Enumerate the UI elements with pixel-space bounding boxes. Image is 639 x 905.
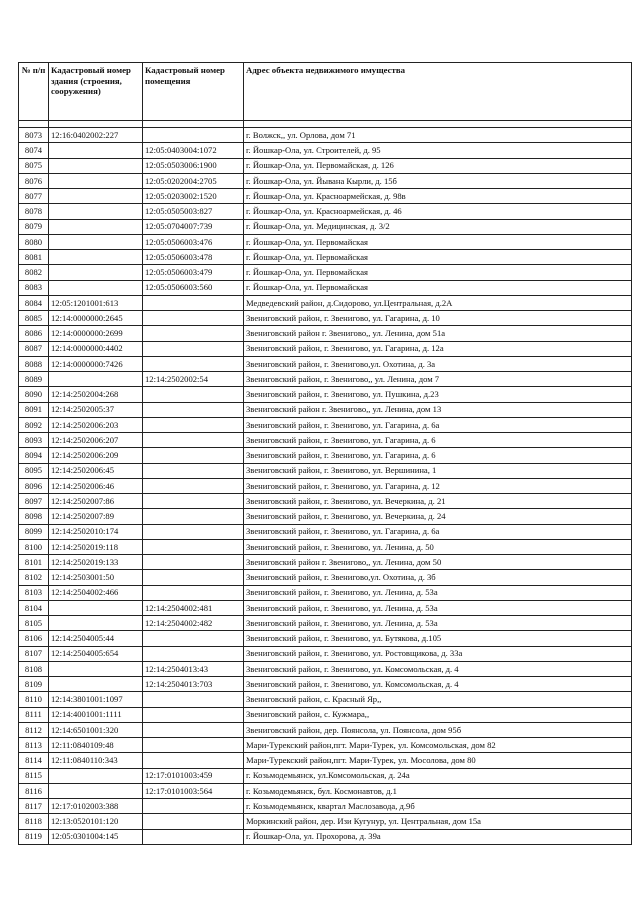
cell-room-cadastral <box>143 646 244 661</box>
cell-address: г. Козьмодемьянск, квартал Маслозавода, д.9б <box>244 799 632 814</box>
cell-num: 8090 <box>19 387 49 402</box>
cell-num: 8112 <box>19 722 49 737</box>
cell-room-cadastral <box>143 570 244 585</box>
table-row <box>19 783 632 798</box>
cell-address: Звениговский район г. Звенигово,, ул. Ленина, дом 51а <box>244 326 632 341</box>
cell-room-cadastral <box>143 829 244 844</box>
cell-building-cadastral: 12:14:3801001:1097 <box>49 692 143 707</box>
cell-building-cadastral <box>49 768 143 783</box>
header-num: № п/п <box>19 63 49 121</box>
cell-address: Звениговский район, дер. Поянсола, ул. Поянсола, дом 95б <box>244 722 632 737</box>
cell-building-cadastral <box>49 250 143 265</box>
cell-building-cadastral <box>49 234 143 249</box>
cell-building-cadastral <box>49 783 143 798</box>
table-body <box>19 121 632 845</box>
cell-building-cadastral: 12:05:0301004:145 <box>49 829 143 844</box>
cell-address: Звениговский район, г. Звенигово, ул. Ленина, д. 53а <box>244 600 632 615</box>
table-row <box>19 661 632 676</box>
cell-address: Звениговский район, г. Звенигово, ул. Гагарина, д. 6 <box>244 448 632 463</box>
cell-building-cadastral: 12:14:0000000:4402 <box>49 341 143 356</box>
header-address: Адрес объекта недвижимого имущества <box>244 63 632 121</box>
cell-room-cadastral <box>143 433 244 448</box>
cell-num: 8113 <box>19 738 49 753</box>
cell-num: 8088 <box>19 356 49 371</box>
cell-num: 8111 <box>19 707 49 722</box>
cell-room-cadastral <box>143 738 244 753</box>
cell-room-cadastral <box>143 295 244 310</box>
table-row <box>19 204 632 219</box>
cell-building-cadastral: 12:14:0000000:2699 <box>49 326 143 341</box>
spacer-cell <box>19 121 49 128</box>
cell-num: 8082 <box>19 265 49 280</box>
cell-num: 8073 <box>19 128 49 143</box>
cell-address: Звениговский район, г. Звенигово, ул. Комсомольская, д. 4 <box>244 661 632 676</box>
cell-building-cadastral <box>49 173 143 188</box>
cell-address: г. Йошкар-Ола, ул. Красноармейская, д. 98в <box>244 189 632 204</box>
cell-building-cadastral <box>49 189 143 204</box>
cell-address: Звениговский район г. Звенигово,, ул. Ленина, дом 13 <box>244 402 632 417</box>
cell-room-cadastral <box>143 387 244 402</box>
cell-room-cadastral: 12:05:0202004:2705 <box>143 173 244 188</box>
cell-num: 8102 <box>19 570 49 585</box>
cell-building-cadastral <box>49 280 143 295</box>
cell-room-cadastral: 12:14:2504002:481 <box>143 600 244 615</box>
table-header-row <box>19 63 632 121</box>
table-row <box>19 311 632 326</box>
cell-building-cadastral: 12:14:0000000:2645 <box>49 311 143 326</box>
table-row <box>19 478 632 493</box>
cell-address: г. Йошкар-Ола, ул. Первомайская <box>244 280 632 295</box>
table-row <box>19 677 632 692</box>
table-row <box>19 631 632 646</box>
cell-num: 8097 <box>19 494 49 509</box>
cell-building-cadastral <box>49 204 143 219</box>
cell-room-cadastral <box>143 448 244 463</box>
cell-room-cadastral: 12:05:0203002:1520 <box>143 189 244 204</box>
cell-room-cadastral: 12:05:0506003:560 <box>143 280 244 295</box>
cell-address: Звениговский район, г. Звенигово, ул. Ленина, д. 53а <box>244 616 632 631</box>
table-row <box>19 585 632 600</box>
cell-room-cadastral <box>143 478 244 493</box>
cell-address: Звениговский район, г. Звенигово, ул. Комсомольская, д. 4 <box>244 677 632 692</box>
cell-building-cadastral: 12:14:6501001:320 <box>49 722 143 737</box>
cell-address: г. Козьмодемьянск, бул. Космонавтов, д.1 <box>244 783 632 798</box>
cell-building-cadastral: 12:14:2502010:174 <box>49 524 143 539</box>
cell-num: 8081 <box>19 250 49 265</box>
cell-address: Звениговский район, г. Звенигово,ул. Охотина, д. 3а <box>244 356 632 371</box>
cell-num: 8092 <box>19 417 49 432</box>
table-row <box>19 509 632 524</box>
table-row <box>19 463 632 478</box>
cell-address: Звениговский район, с. Кужмара,, <box>244 707 632 722</box>
header-room-cadastral: Кадастровый номер помещения <box>143 63 244 121</box>
table-row <box>19 250 632 265</box>
table-row <box>19 387 632 402</box>
cell-room-cadastral <box>143 326 244 341</box>
cell-building-cadastral <box>49 265 143 280</box>
table-row <box>19 539 632 554</box>
cell-address: Медведевский район, д.Сидорово, ул.Центральная, д.2А <box>244 295 632 310</box>
cell-address: Звениговский район г. Звенигово,, ул. Ленина, дом 50 <box>244 555 632 570</box>
table-row <box>19 341 632 356</box>
cell-room-cadastral: 12:14:2504013:43 <box>143 661 244 676</box>
header-building-cadastral: Кадастровый номер здания (строения, сооружения) <box>49 63 143 121</box>
cell-building-cadastral: 12:14:2503001:50 <box>49 570 143 585</box>
cell-room-cadastral <box>143 341 244 356</box>
table-row <box>19 326 632 341</box>
table-row <box>19 707 632 722</box>
cell-room-cadastral: 12:05:0506003:476 <box>143 234 244 249</box>
cell-num: 8085 <box>19 311 49 326</box>
cell-num: 8119 <box>19 829 49 844</box>
cell-room-cadastral <box>143 356 244 371</box>
cell-building-cadastral: 12:11:0840109:48 <box>49 738 143 753</box>
spacer-cell <box>244 121 632 128</box>
cell-address: Звениговский район, г. Звенигово, ул. Пушкина, д.23 <box>244 387 632 402</box>
cell-address: Звениговский район, г. Звенигово, ул. Гагарина, д. 10 <box>244 311 632 326</box>
cell-address: г. Йошкар-Ола, ул. Первомайская <box>244 265 632 280</box>
cell-room-cadastral <box>143 585 244 600</box>
cell-building-cadastral: 12:14:2502019:133 <box>49 555 143 570</box>
cell-room-cadastral <box>143 692 244 707</box>
table-row <box>19 280 632 295</box>
cell-building-cadastral: 12:14:4001001:1111 <box>49 707 143 722</box>
table-row <box>19 448 632 463</box>
property-table <box>18 62 632 845</box>
cell-building-cadastral: 12:11:0840110:343 <box>49 753 143 768</box>
cell-num: 8118 <box>19 814 49 829</box>
cell-address: Звениговский район, г. Звенигово, ул. Гагарина, д. 12а <box>244 341 632 356</box>
cell-building-cadastral <box>49 143 143 158</box>
table-row <box>19 128 632 143</box>
document-page <box>18 62 632 845</box>
table-row <box>19 768 632 783</box>
cell-room-cadastral <box>143 722 244 737</box>
cell-building-cadastral: 12:14:2502007:86 <box>49 494 143 509</box>
cell-address: г. Йошкар-Ола, ул. Красноармейская, д. 46 <box>244 204 632 219</box>
table-row <box>19 646 632 661</box>
cell-building-cadastral: 12:14:2502007:89 <box>49 509 143 524</box>
cell-num: 8079 <box>19 219 49 234</box>
cell-address: г. Йошкар-Ола, ул. Первомайская <box>244 234 632 249</box>
cell-num: 8110 <box>19 692 49 707</box>
table-row <box>19 722 632 737</box>
table-row <box>19 600 632 615</box>
cell-address: Звениговский район, г. Звенигово, ул. Вечеркина, д. 24 <box>244 509 632 524</box>
cell-num: 8083 <box>19 280 49 295</box>
cell-address: г. Йошкар-Ола, ул. Первомайская <box>244 250 632 265</box>
cell-building-cadastral <box>49 616 143 631</box>
cell-room-cadastral: 12:14:2502002:54 <box>143 372 244 387</box>
cell-building-cadastral <box>49 600 143 615</box>
cell-num: 8080 <box>19 234 49 249</box>
cell-num: 8084 <box>19 295 49 310</box>
cell-building-cadastral: 12:14:2504005:654 <box>49 646 143 661</box>
table-row <box>19 616 632 631</box>
cell-num: 8100 <box>19 539 49 554</box>
cell-num: 8089 <box>19 372 49 387</box>
table-row <box>19 173 632 188</box>
cell-room-cadastral: 12:05:0704007:739 <box>143 219 244 234</box>
cell-num: 8098 <box>19 509 49 524</box>
cell-room-cadastral <box>143 753 244 768</box>
table-row <box>19 738 632 753</box>
table-row <box>19 799 632 814</box>
cell-num: 8078 <box>19 204 49 219</box>
cell-room-cadastral <box>143 311 244 326</box>
cell-num: 8077 <box>19 189 49 204</box>
cell-num: 8116 <box>19 783 49 798</box>
cell-address: Звениговский район, г. Звенигово, ул. Ростовщикова, д. 33а <box>244 646 632 661</box>
table-row <box>19 158 632 173</box>
cell-num: 8091 <box>19 402 49 417</box>
cell-room-cadastral <box>143 494 244 509</box>
cell-num: 8109 <box>19 677 49 692</box>
table-row <box>19 265 632 280</box>
cell-num: 8114 <box>19 753 49 768</box>
cell-address: г. Йошкар-Ола, ул. Строителей, д. 95 <box>244 143 632 158</box>
cell-room-cadastral: 12:17:0101003:459 <box>143 768 244 783</box>
cell-building-cadastral <box>49 661 143 676</box>
cell-building-cadastral: 12:05:1201001:613 <box>49 295 143 310</box>
cell-address: Звениговский район, г. Звенигово, ул. Бутякова, д.105 <box>244 631 632 646</box>
table-row <box>19 494 632 509</box>
cell-building-cadastral: 12:14:2502006:46 <box>49 478 143 493</box>
cell-room-cadastral <box>143 524 244 539</box>
cell-room-cadastral <box>143 539 244 554</box>
cell-room-cadastral: 12:14:2504002:482 <box>143 616 244 631</box>
cell-building-cadastral <box>49 372 143 387</box>
table-row <box>19 433 632 448</box>
cell-room-cadastral <box>143 555 244 570</box>
cell-building-cadastral: 12:16:0402002:227 <box>49 128 143 143</box>
cell-num: 8093 <box>19 433 49 448</box>
table-row <box>19 570 632 585</box>
table-row <box>19 692 632 707</box>
cell-num: 8076 <box>19 173 49 188</box>
cell-building-cadastral: 12:13:0520101:120 <box>49 814 143 829</box>
cell-address: Звениговский район, г. Звенигово,ул. Охотина, д. 3б <box>244 570 632 585</box>
cell-building-cadastral: 12:14:0000000:7426 <box>49 356 143 371</box>
cell-building-cadastral <box>49 158 143 173</box>
cell-address: г. Волжск,, ул. Орлова, дом 71 <box>244 128 632 143</box>
cell-room-cadastral <box>143 814 244 829</box>
cell-address: Звениговский район, г. Звенигово, ул. Вершинина, 1 <box>244 463 632 478</box>
table-row <box>19 753 632 768</box>
cell-num: 8107 <box>19 646 49 661</box>
cell-room-cadastral: 12:17:0101003:564 <box>143 783 244 798</box>
cell-num: 8094 <box>19 448 49 463</box>
cell-building-cadastral: 12:14:2504002:466 <box>49 585 143 600</box>
cell-building-cadastral <box>49 219 143 234</box>
cell-room-cadastral <box>143 799 244 814</box>
cell-address: Звениговский район, г. Звенигово, ул. Гагарина, д. 6а <box>244 524 632 539</box>
cell-building-cadastral: 12:14:2502005:37 <box>49 402 143 417</box>
cell-room-cadastral: 12:05:0505003:827 <box>143 204 244 219</box>
cell-address: Моркинский район, дер. Изи Кугунур, ул. Центральная, дом 15а <box>244 814 632 829</box>
table-row <box>19 372 632 387</box>
cell-building-cadastral: 12:14:2502019:118 <box>49 539 143 554</box>
cell-address: Звениговский район, г. Звенигово, ул. Ленина, д. 50 <box>244 539 632 554</box>
table-row <box>19 417 632 432</box>
cell-num: 8075 <box>19 158 49 173</box>
cell-address: г. Йошкар-Ола, ул. Йывана Кырли, д. 15б <box>244 173 632 188</box>
table-spacer-row <box>19 121 632 128</box>
cell-num: 8104 <box>19 600 49 615</box>
cell-num: 8096 <box>19 478 49 493</box>
spacer-cell <box>49 121 143 128</box>
cell-room-cadastral <box>143 631 244 646</box>
cell-num: 8086 <box>19 326 49 341</box>
table-row <box>19 189 632 204</box>
cell-building-cadastral: 12:14:2502006:45 <box>49 463 143 478</box>
cell-address: Мари-Турекский район,пгт. Мари-Турек, ул. Комсомольская, дом 82 <box>244 738 632 753</box>
cell-num: 8108 <box>19 661 49 676</box>
cell-address: г. Йошкар-Ола, ул. Медицинская, д. 3/2 <box>244 219 632 234</box>
cell-room-cadastral: 12:14:2504013:703 <box>143 677 244 692</box>
cell-num: 8103 <box>19 585 49 600</box>
cell-address: Звениговский район, г. Звенигово, ул. Вечеркина, д. 21 <box>244 494 632 509</box>
cell-building-cadastral: 12:14:2502006:209 <box>49 448 143 463</box>
cell-room-cadastral <box>143 417 244 432</box>
table-row <box>19 814 632 829</box>
table-row <box>19 234 632 249</box>
cell-num: 8087 <box>19 341 49 356</box>
cell-num: 8099 <box>19 524 49 539</box>
cell-num: 8095 <box>19 463 49 478</box>
table-row <box>19 829 632 844</box>
cell-building-cadastral <box>49 677 143 692</box>
spacer-cell <box>143 121 244 128</box>
table-row <box>19 295 632 310</box>
table-row <box>19 402 632 417</box>
table-row <box>19 143 632 158</box>
cell-num: 8115 <box>19 768 49 783</box>
cell-address: г. Йошкар-Ола, ул. Первомайская, д. 126 <box>244 158 632 173</box>
cell-room-cadastral: 12:05:0503006:1900 <box>143 158 244 173</box>
cell-address: г. Йошкар-Ола, ул. Прохорова, д. 39а <box>244 829 632 844</box>
cell-num: 8074 <box>19 143 49 158</box>
cell-room-cadastral <box>143 128 244 143</box>
cell-building-cadastral: 12:14:2502004:268 <box>49 387 143 402</box>
table-row <box>19 219 632 234</box>
cell-address: Звениговский район, г. Звенигово, ул. Гагарина, д. 6а <box>244 417 632 432</box>
cell-address: Звениговский район, г. Звенигово, ул. Гагарина, д. 6 <box>244 433 632 448</box>
table-row <box>19 524 632 539</box>
cell-address: Звениговский район, г. Звенигово,, ул. Ленина, дом 7 <box>244 372 632 387</box>
cell-room-cadastral: 12:05:0403004:1072 <box>143 143 244 158</box>
cell-address: Звениговский район, г. Звенигово, ул. Ленина, д. 53а <box>244 585 632 600</box>
cell-room-cadastral: 12:05:0506003:479 <box>143 265 244 280</box>
cell-building-cadastral: 12:17:0102003:388 <box>49 799 143 814</box>
table-row <box>19 356 632 371</box>
cell-building-cadastral: 12:14:2502006:203 <box>49 417 143 432</box>
cell-address: Звениговский район, с. Красный Яр,, <box>244 692 632 707</box>
cell-address: г. Козьмодемьянск, ул.Комсомольская, д. 24а <box>244 768 632 783</box>
cell-room-cadastral <box>143 402 244 417</box>
cell-building-cadastral: 12:14:2502006:207 <box>49 433 143 448</box>
cell-num: 8106 <box>19 631 49 646</box>
cell-address: Звениговский район, г. Звенигово, ул. Гагарина, д. 12 <box>244 478 632 493</box>
cell-room-cadastral: 12:05:0506003:478 <box>143 250 244 265</box>
cell-building-cadastral: 12:14:2504005:44 <box>49 631 143 646</box>
cell-address: Мари-Турекский район,пгт. Мари-Турек, ул. Мосолова, дом 80 <box>244 753 632 768</box>
cell-num: 8101 <box>19 555 49 570</box>
cell-room-cadastral <box>143 509 244 524</box>
cell-num: 8105 <box>19 616 49 631</box>
cell-room-cadastral <box>143 707 244 722</box>
cell-room-cadastral <box>143 463 244 478</box>
cell-num: 8117 <box>19 799 49 814</box>
table-row <box>19 555 632 570</box>
